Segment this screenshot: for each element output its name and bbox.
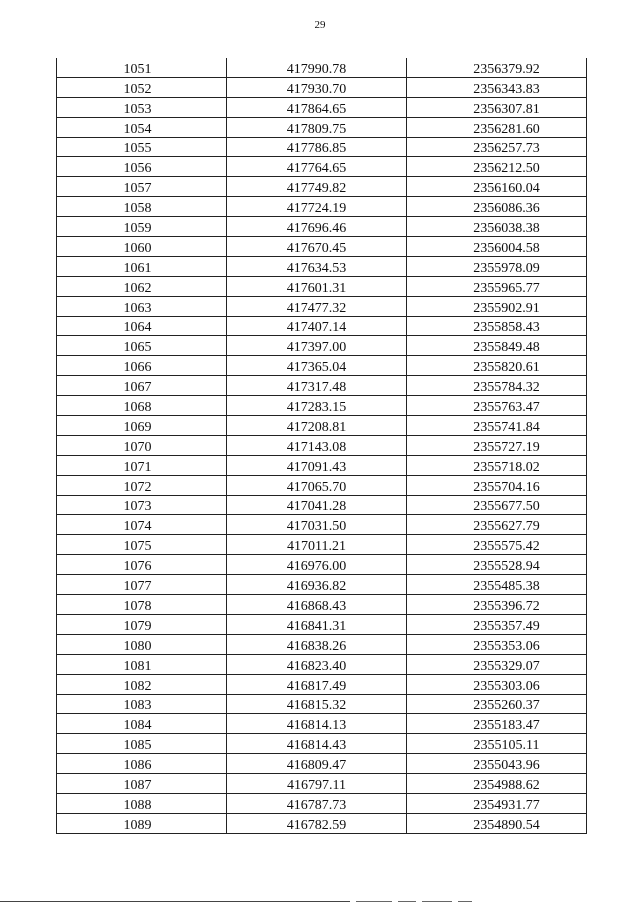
table-row [57,296,587,316]
y-coordinate-cell: 2355627.79 [407,515,587,535]
y-coordinate-cell: 2355677.50 [407,495,587,515]
x-coordinate-cell: 417091.43 [227,455,407,475]
table-row [57,495,587,515]
y-coordinate-cell: 2355763.47 [407,396,587,416]
point-number-cell: 1071 [57,455,227,475]
table-row [57,356,587,376]
y-coordinate-cell: 2354931.77 [407,793,587,813]
x-coordinate-cell: 416782.59 [227,813,407,833]
coordinates-table-body [57,58,587,833]
table-row [57,435,587,455]
table-row [57,177,587,197]
point-number-cell: 1062 [57,276,227,296]
point-number-cell: 1065 [57,336,227,356]
y-coordinate-cell: 2355575.42 [407,535,587,555]
point-number-cell: 1055 [57,137,227,157]
table-row [57,813,587,833]
x-coordinate-cell: 417407.14 [227,316,407,336]
point-number-cell: 1070 [57,435,227,455]
point-number-cell: 1057 [57,177,227,197]
table-row [57,535,587,555]
point-number-cell: 1060 [57,237,227,257]
x-coordinate-cell: 417990.78 [227,58,407,77]
y-coordinate-cell: 2354988.62 [407,774,587,794]
point-number-cell: 1086 [57,754,227,774]
y-coordinate-cell: 2356343.83 [407,77,587,97]
y-coordinate-cell: 2355357.49 [407,614,587,634]
y-coordinate-cell: 2355849.48 [407,336,587,356]
x-coordinate-cell: 416838.26 [227,634,407,654]
point-number-cell: 1058 [57,197,227,217]
x-coordinate-cell: 417786.85 [227,137,407,157]
y-coordinate-cell: 2355704.16 [407,475,587,495]
table-row [57,674,587,694]
y-coordinate-cell: 2355902.91 [407,296,587,316]
table-row [57,634,587,654]
table-row [57,336,587,356]
point-number-cell: 1076 [57,555,227,575]
point-number-cell: 1082 [57,674,227,694]
y-coordinate-cell: 2356281.60 [407,117,587,137]
y-coordinate-cell: 2356307.81 [407,97,587,117]
point-number-cell: 1079 [57,614,227,634]
point-number-cell: 1084 [57,714,227,734]
x-coordinate-cell: 417477.32 [227,296,407,316]
x-coordinate-cell: 417670.45 [227,237,407,257]
x-coordinate-cell: 417317.48 [227,376,407,396]
point-number-cell: 1068 [57,396,227,416]
table-row [57,694,587,714]
point-number-cell: 1074 [57,515,227,535]
y-coordinate-cell: 2355485.38 [407,575,587,595]
y-coordinate-cell: 2354890.54 [407,813,587,833]
point-number-cell: 1056 [57,157,227,177]
table-row [57,555,587,575]
x-coordinate-cell: 417283.15 [227,396,407,416]
x-coordinate-cell: 417764.65 [227,157,407,177]
table-row [57,376,587,396]
x-coordinate-cell: 417930.70 [227,77,407,97]
table-row [57,157,587,177]
table-row [57,654,587,674]
point-number-cell: 1063 [57,296,227,316]
point-number-cell: 1061 [57,256,227,276]
y-coordinate-cell: 2355718.02 [407,455,587,475]
y-coordinate-cell: 2355741.84 [407,416,587,436]
x-coordinate-cell: 417634.53 [227,256,407,276]
x-coordinate-cell: 417143.08 [227,435,407,455]
table-row [57,117,587,137]
y-coordinate-cell: 2355303.06 [407,674,587,694]
coordinates-table [56,58,587,834]
point-number-cell: 1072 [57,475,227,495]
table-row [57,58,587,77]
point-number-cell: 1083 [57,694,227,714]
point-number-cell: 1081 [57,654,227,674]
y-coordinate-cell: 2355784.32 [407,376,587,396]
x-coordinate-cell: 417208.81 [227,416,407,436]
point-number-cell: 1089 [57,813,227,833]
x-coordinate-cell: 417749.82 [227,177,407,197]
table-row [57,256,587,276]
point-number-cell: 1073 [57,495,227,515]
point-number-cell: 1075 [57,535,227,555]
x-coordinate-cell: 417397.00 [227,336,407,356]
y-coordinate-cell: 2355858.43 [407,316,587,336]
table-row [57,614,587,634]
x-coordinate-cell: 417011.21 [227,535,407,555]
y-coordinate-cell: 2355528.94 [407,555,587,575]
point-number-cell: 1087 [57,774,227,794]
x-coordinate-cell: 417809.75 [227,117,407,137]
y-coordinate-cell: 2355820.61 [407,356,587,376]
x-coordinate-cell: 416809.47 [227,754,407,774]
table-row [57,734,587,754]
y-coordinate-cell: 2355105.11 [407,734,587,754]
point-number-cell: 1051 [57,58,227,77]
y-coordinate-cell: 2355978.09 [407,256,587,276]
table-row [57,77,587,97]
point-number-cell: 1088 [57,793,227,813]
x-coordinate-cell: 416823.40 [227,654,407,674]
point-number-cell: 1066 [57,356,227,376]
point-number-cell: 1052 [57,77,227,97]
point-number-cell: 1054 [57,117,227,137]
table-row [57,714,587,734]
y-coordinate-cell: 2355043.96 [407,754,587,774]
footer-rule-dash [458,901,472,902]
point-number-cell: 1085 [57,734,227,754]
y-coordinate-cell: 2356257.73 [407,137,587,157]
y-coordinate-cell: 2356160.04 [407,177,587,197]
y-coordinate-cell: 2356004.58 [407,237,587,257]
table-row [57,575,587,595]
table-row [57,237,587,257]
x-coordinate-cell: 417724.19 [227,197,407,217]
table-row [57,515,587,535]
point-number-cell: 1080 [57,634,227,654]
table-row [57,754,587,774]
x-coordinate-cell: 417065.70 [227,475,407,495]
y-coordinate-cell: 2355353.06 [407,634,587,654]
point-number-cell: 1059 [57,217,227,237]
x-coordinate-cell: 416936.82 [227,575,407,595]
table-row [57,217,587,237]
point-number-cell: 1069 [57,416,227,436]
y-coordinate-cell: 2355183.47 [407,714,587,734]
table-row [57,475,587,495]
page-number: 29 [314,19,326,31]
y-coordinate-cell: 2355396.72 [407,595,587,615]
table-row [57,774,587,794]
y-coordinate-cell: 2356086.36 [407,197,587,217]
table-row [57,396,587,416]
table-row [57,97,587,117]
footer-rule-dash [422,901,452,902]
table-row [57,316,587,336]
table-row [57,455,587,475]
x-coordinate-cell: 416815.32 [227,694,407,714]
point-number-cell: 1067 [57,376,227,396]
x-coordinate-cell: 416814.43 [227,734,407,754]
y-coordinate-cell: 2356038.38 [407,217,587,237]
x-coordinate-cell: 416814.13 [227,714,407,734]
x-coordinate-cell: 416817.49 [227,674,407,694]
x-coordinate-cell: 417864.65 [227,97,407,117]
x-coordinate-cell: 416787.73 [227,793,407,813]
x-coordinate-cell: 417031.50 [227,515,407,535]
table-row [57,137,587,157]
point-number-cell: 1078 [57,595,227,615]
x-coordinate-cell: 417041.28 [227,495,407,515]
y-coordinate-cell: 2355329.07 [407,654,587,674]
footer-rule-dash [398,901,416,902]
x-coordinate-cell: 417696.46 [227,217,407,237]
y-coordinate-cell: 2355260.37 [407,694,587,714]
x-coordinate-cell: 416976.00 [227,555,407,575]
table-row [57,793,587,813]
point-number-cell: 1077 [57,575,227,595]
y-coordinate-cell: 2356212.50 [407,157,587,177]
table-row [57,595,587,615]
x-coordinate-cell: 416797.11 [227,774,407,794]
x-coordinate-cell: 417601.31 [227,276,407,296]
y-coordinate-cell: 2356379.92 [407,58,587,77]
point-number-cell: 1064 [57,316,227,336]
footer-rule [0,901,350,902]
y-coordinate-cell: 2355727.19 [407,435,587,455]
table-row [57,197,587,217]
table-row [57,416,587,436]
x-coordinate-cell: 416868.43 [227,595,407,615]
footer-rule-dash [356,901,392,902]
table-row [57,276,587,296]
x-coordinate-cell: 417365.04 [227,356,407,376]
point-number-cell: 1053 [57,97,227,117]
y-coordinate-cell: 2355965.77 [407,276,587,296]
x-coordinate-cell: 416841.31 [227,614,407,634]
